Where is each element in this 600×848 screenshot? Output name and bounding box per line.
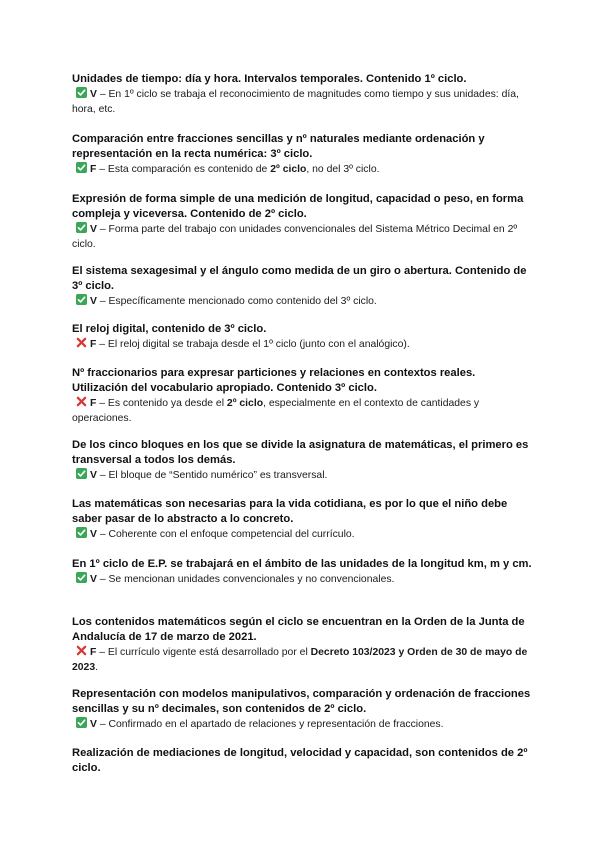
question-statement: De los cinco bloques en los que se divide la asignatura de matemáticas, el primero es transversal a todos los demás. xyxy=(72,439,529,466)
answer-emphasis: 2º ciclo xyxy=(270,164,307,175)
answer-verdict: V xyxy=(90,470,97,481)
quiz-item xyxy=(72,615,532,675)
answer-line xyxy=(72,645,532,675)
answer-line xyxy=(72,396,532,426)
answer-verdict: V xyxy=(90,89,97,100)
answer-text: – Esta comparación es contenido de xyxy=(96,164,271,175)
answer-text: – El bloque de “Sentido numérico” es transversal. xyxy=(96,470,328,481)
answer-line xyxy=(72,87,532,117)
answer-text: , no del 3º ciclo. xyxy=(306,164,380,175)
check-mark-icon xyxy=(76,468,87,479)
cross-mark-icon xyxy=(76,337,87,348)
check-mark-icon xyxy=(76,222,87,233)
answer-verdict: F xyxy=(90,398,97,409)
quiz-item xyxy=(72,746,532,776)
answer-text: – Forma parte del trabajo con unidades convencionales del Sistema Métrico Decimal en 2º ciclo. xyxy=(72,224,518,250)
quiz-item xyxy=(72,264,532,309)
question-statement: El reloj digital, contenido de 3º ciclo. xyxy=(72,323,267,335)
question-statement: El sistema sexagesimal y el ángulo como medida de un giro o abertura. Contenido de 3º ciclo. xyxy=(72,265,527,292)
answer-text: – Confirmado en el apartado de relaciones y representación de fracciones. xyxy=(96,719,444,730)
answer-verdict: F xyxy=(90,164,97,175)
quiz-item xyxy=(72,557,532,587)
answer-verdict: F xyxy=(90,339,97,350)
check-mark-icon xyxy=(76,294,87,305)
cross-mark-icon xyxy=(76,396,87,407)
cross-mark-icon xyxy=(76,645,87,656)
answer-line xyxy=(72,572,532,587)
answer-text: – Coherente con el enfoque competencial del currículo. xyxy=(96,529,355,540)
answer-text: – Específicamente mencionado como contenido del 3º ciclo. xyxy=(96,296,377,307)
answer-text: – En 1º ciclo se trabaja el reconocimiento de magnitudes como tiempo y sus unidades: día, hora, etc. xyxy=(72,89,519,115)
answer-emphasis: 2º ciclo xyxy=(226,398,264,409)
question-statement: Unidades de tiempo: día y hora. Intervalos temporales. Contenido 1º ciclo. xyxy=(72,73,467,85)
answer-text: – El reloj digital se trabaja desde el 1º ciclo (junto con el analógico). xyxy=(96,339,410,350)
question-statement: Expresión de forma simple de una medición de longitud, capacidad o peso, en forma compleja y viceversa. Contenido de 2º ciclo. xyxy=(72,193,524,220)
check-mark-icon xyxy=(76,717,87,728)
answer-text: – Se mencionan unidades convencionales y no convencionales. xyxy=(96,574,395,585)
answer-text: – El currículo vigente está desarrollado por el xyxy=(96,647,311,658)
answer-verdict: V xyxy=(90,529,97,540)
check-mark-icon xyxy=(76,87,87,98)
quiz-item xyxy=(72,366,532,426)
check-mark-icon xyxy=(76,527,87,538)
question-statement: Realización de mediaciones de longitud, velocidad y capacidad, son contenidos de 2º ciclo. xyxy=(72,747,528,774)
quiz-item xyxy=(72,497,532,542)
answer-text: – Es contenido ya desde el xyxy=(96,398,227,409)
answer-verdict: V xyxy=(90,296,97,307)
quiz-item xyxy=(72,687,532,732)
answer-text: . xyxy=(95,662,99,673)
answer-line xyxy=(72,162,532,177)
question-statement: Comparación entre fracciones sencillas y nº naturales mediante ordenación y representación en la recta numérica: 3º ciclo. xyxy=(72,133,485,160)
question-statement: Representación con modelos manipulativos, comparación y ordenación de fracciones sencillas y su nº decimales, son contenidos de 2º ciclo. xyxy=(72,688,531,715)
quiz-item xyxy=(72,322,532,352)
answer-text: , especialmente en el contexto de cantidades y operaciones. xyxy=(72,398,480,424)
answer-emphasis: Decreto 103/2023 y Orden de 30 de mayo de 2023 xyxy=(72,647,528,673)
quiz-item xyxy=(72,438,532,483)
answer-verdict: V xyxy=(90,224,97,235)
answer-line xyxy=(72,717,532,732)
check-mark-icon xyxy=(76,572,87,583)
quiz-item xyxy=(72,192,532,252)
answer-verdict: F xyxy=(90,647,97,658)
quiz-item xyxy=(72,132,532,177)
answer-line xyxy=(72,468,532,483)
answer-line xyxy=(72,222,532,252)
answer-line xyxy=(72,527,532,542)
answer-line xyxy=(72,337,532,352)
quiz-item xyxy=(72,72,532,117)
question-statement: Nº fraccionarios para expresar particiones y relaciones en contextos reales. Utilización del vocabulario apropiado. Contenido 3º ciclo. xyxy=(72,367,476,394)
question-statement: Los contenidos matemáticos según el ciclo se encuentran en la Orden de la Junta de Andalucía de 17 de marzo de 2021. xyxy=(72,616,525,643)
question-statement: Las matemáticas son necesarias para la vida cotidiana, es por lo que el niño debe saber pasar de lo abstracto a lo concreto. xyxy=(72,498,508,525)
check-mark-icon xyxy=(76,162,87,173)
answer-verdict: V xyxy=(90,719,97,730)
answer-verdict: V xyxy=(90,574,97,585)
answer-line xyxy=(72,294,532,309)
question-statement: En 1º ciclo de E.P. se trabajará en el ámbito de las unidades de la longitud km, m y cm. xyxy=(72,558,532,570)
